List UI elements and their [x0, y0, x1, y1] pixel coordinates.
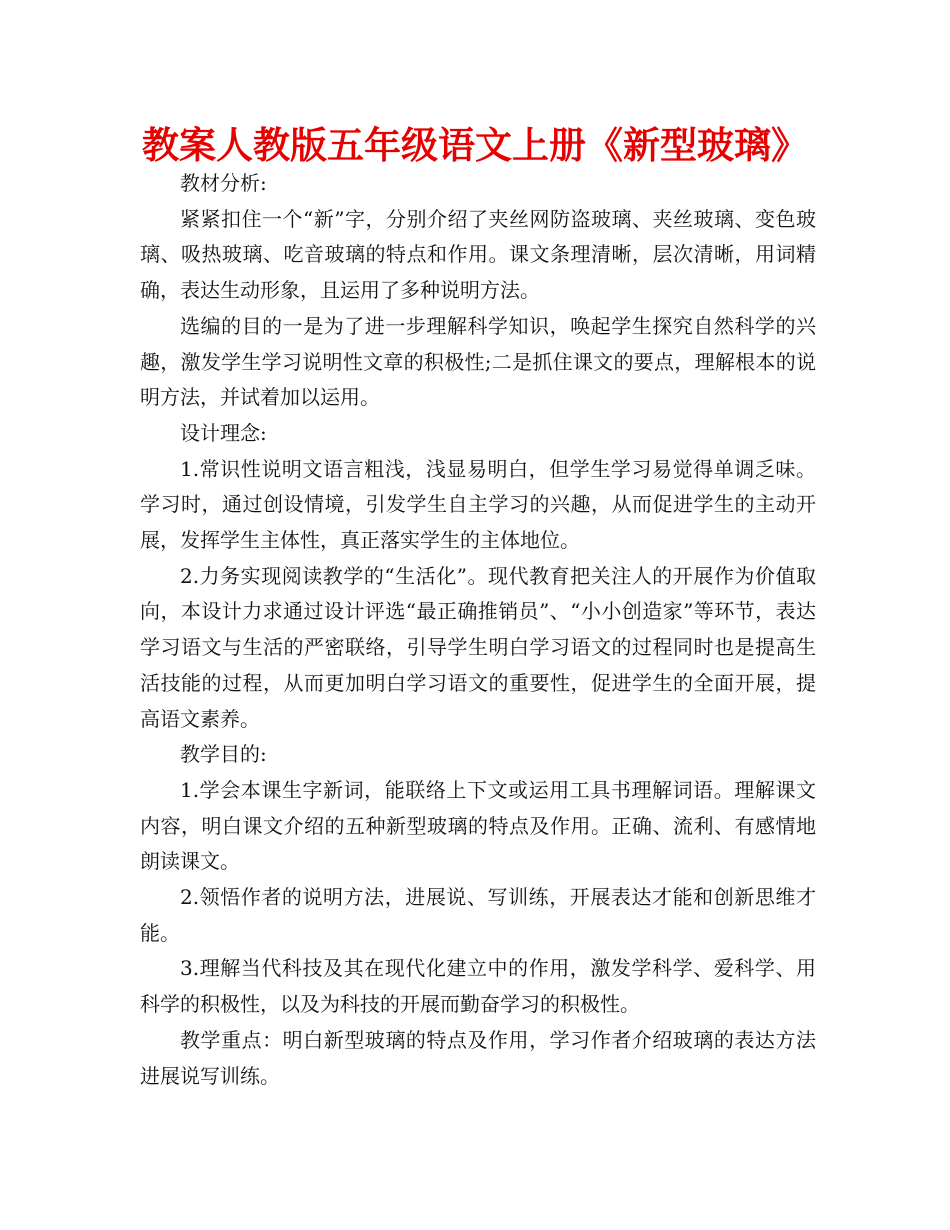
paragraph-design-concept-2: 2.力务实现阅读教学的“生活化”。现代教育把关注人的开展作为价值取向，本设计力求通过设计评选“最正确推销员”、“小小创造家”等环节，表达学习语文与生活的严密联络，引导学生明白学习语文的过程同时也是提高生活技能的过程，从而更加明白学习语文的重要性，促进学生的全面开展，提高语文素养。: [140, 563, 816, 731]
heading-textbook-analysis: 教材分析:: [180, 171, 267, 195]
heading-teaching-goals: 教学目的:: [180, 742, 267, 767]
paragraph-teaching-goal-1: 1.学会本课生字新词，能联络上下文或运用工具书理解词语。理解课文内容，明白课文介绍的五种新型玻璃的特点及作用。正确、流利、有感情地朗读课文。: [140, 777, 816, 874]
paragraph-textbook-analysis: 紧紧扣住一个“新”字，分别介绍了夹丝网防盗玻璃、夹丝玻璃、变色玻璃、吸热玻璃、吃音玻璃的特点和作用。课文条理清晰，层次清晰，用词精确，表达生动形象，且运用了多种说明方法。: [140, 206, 816, 303]
paragraph-teaching-focus: 教学重点：明白新型玻璃的特点及作用，学习作者介绍玻璃的表达方法进展说写训练。: [140, 1027, 816, 1088]
paragraph-teaching-goal-2: 2.领悟作者的说明方法，进展说、写训练，开展表达才能和创新思维才能。: [140, 885, 816, 945]
paragraph-design-concept-1: 1.常识性说明文语言粗浅，浅显易明白，但学生学习易觉得单调乏味。学习时，通过创设情境，引发学生自主学习的兴趣，从而促进学生的主动开展，发挥学生主体性，真正落实学生的主体地位。: [140, 456, 816, 553]
document-body: [140, 166, 816, 1094]
document-title: 教案人教版五年级语文上册《新型玻璃》: [142, 124, 808, 167]
paragraph-teaching-goal-3: 3.理解当代科技及其在现代化建立中的作用，激发学科学、爱科学、用科学的积极性，以及为科技的开展而勤奋学习的积极性。: [140, 956, 816, 1017]
paragraph-selection-purpose: 选编的目的一是为了进一步理解科学知识，唤起学生探究自然科学的兴趣，激发学生学习说明性文章的积极性;二是抓住课文的要点，理解根本的说明方法，并试着加以运用。: [140, 313, 816, 410]
heading-design-concept: 设计理念:: [180, 420, 267, 445]
